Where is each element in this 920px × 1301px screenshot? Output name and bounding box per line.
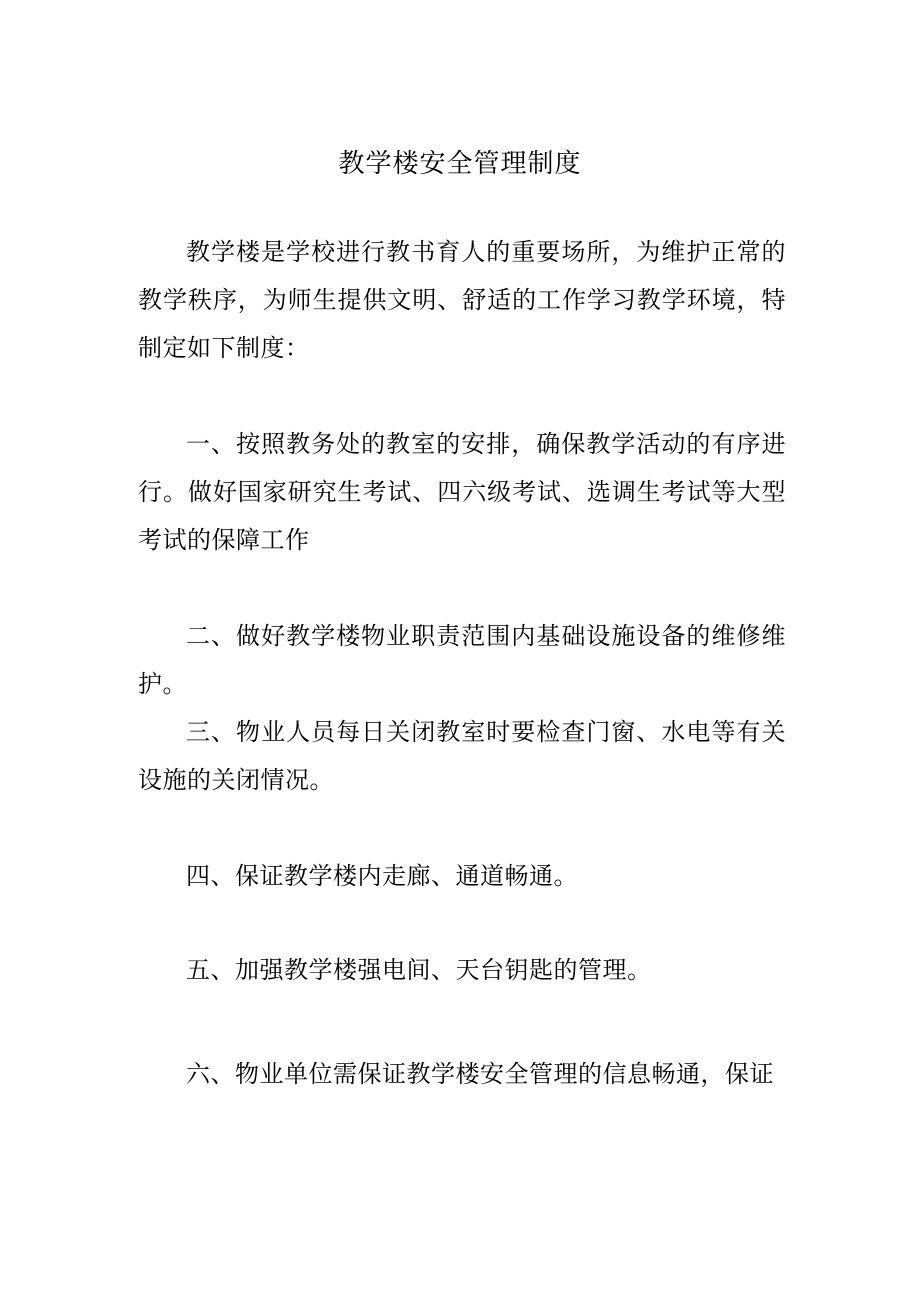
intro-paragraph: 教学楼是学校进行教书育人的重要场所，为维护正常的教学秩序，为师生提供文明、舒适的工作学习教学环境，特制定如下制度： bbox=[138, 238, 786, 362]
document-title: 教学楼安全管理制度 bbox=[338, 149, 582, 179]
rule-item-3: 三、物业人员每日关闭教室时要检查门窗、水电等有关设施的关闭情况。 bbox=[138, 718, 786, 794]
rule-item-4: 四、保证教学楼内走廊、通道畅通。 bbox=[186, 862, 578, 890]
rule-item-5: 五、加强教学楼强电间、天台钥匙的管理。 bbox=[186, 956, 652, 984]
rule-item-1: 一、按照教务处的教室的安排，确保教学活动的有序进行。做好国家研究生考试、四六级考试、选调生考试等大型考试的保障工作 bbox=[138, 430, 786, 554]
rule-item-6: 六、物业单位需保证教学楼安全管理的信息畅通，保证 bbox=[186, 1060, 774, 1088]
rule-item-2: 二、做好教学楼物业职责范围内基础设施设备的维修维护。 bbox=[138, 622, 786, 698]
